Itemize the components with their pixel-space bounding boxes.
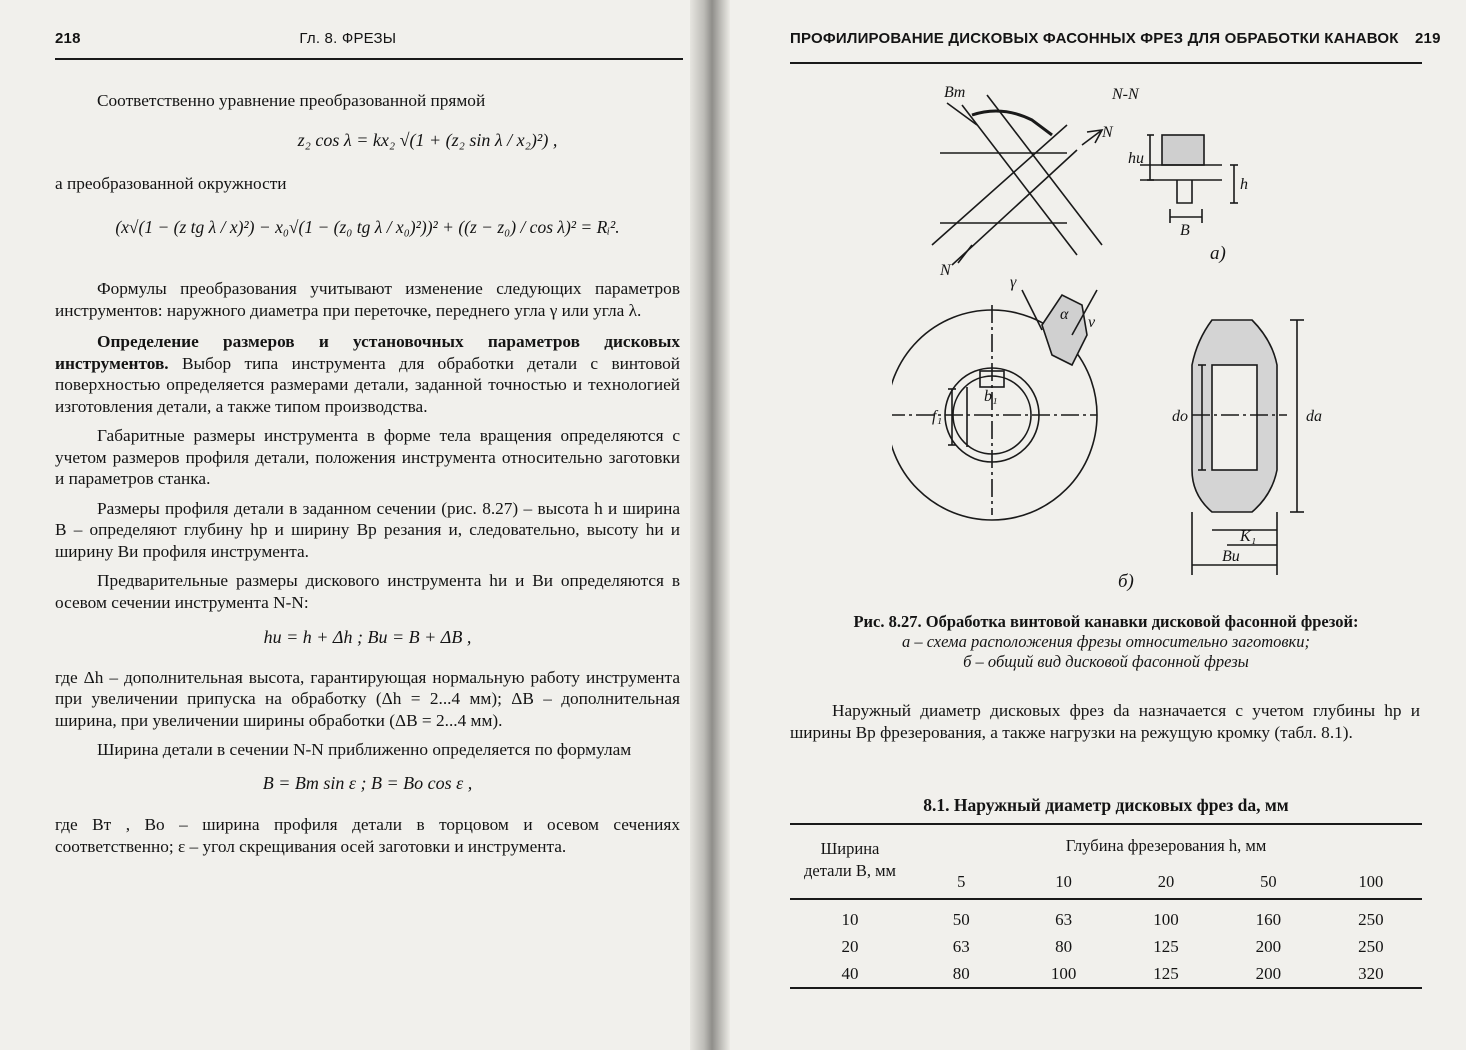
table-column-header: 5: [957, 872, 966, 891]
label-f1: f₁: [932, 408, 943, 425]
right-page-number: 219: [1415, 30, 1441, 47]
left-body: [55, 90, 680, 857]
row-header-line1: Ширина: [820, 839, 880, 858]
label-nu: ν: [1088, 314, 1096, 331]
table-cell: 100: [1050, 963, 1077, 983]
table-cell: 63: [952, 936, 970, 956]
left-paragraph-4-text: Выбор типа инструмента для обработки детали с винтовой поверхностью определяется размерами детали, заданной точностью и технологией изготовления детали, а также типом производства.: [55, 353, 680, 416]
table-cell: 160: [1255, 909, 1282, 929]
equation-line-transform: z₂ cos λ = kx₂ √(1 + (z₂ sin λ / x₂)²) ,: [297, 129, 558, 150]
label-fig-a: а): [1210, 243, 1226, 264]
caption-line-b: б – общий вид дисковой фасонной фрезы: [963, 652, 1249, 671]
label-fig-b: б): [1118, 571, 1134, 592]
label-b1: b₁: [984, 388, 998, 405]
table-column-header: 50: [1260, 872, 1277, 891]
section-heading: Определение размеров и установочных параметров дисковых инструментов.: [55, 332, 680, 373]
figure-8-27: [892, 75, 1372, 605]
right-header-rule: [790, 62, 1422, 64]
left-header-rule: [55, 58, 683, 60]
label-n-top: N: [1102, 124, 1113, 141]
right-page: [712, 0, 1466, 1050]
label-d0: dо: [1172, 408, 1188, 425]
table-cell: 63: [1055, 909, 1073, 929]
table-row: [790, 933, 1422, 960]
table-column-header: 10: [1055, 872, 1072, 891]
table-bottom-rule: [790, 987, 1422, 989]
table-cell: 125: [1153, 936, 1179, 956]
left-paragraph-9: Ширина детали в сечении N-N приближенно определяется по формулам: [97, 740, 632, 759]
table-header-rule: [790, 898, 1422, 900]
row-header-line2: детали B, мм: [804, 861, 896, 880]
left-page-number: 218: [55, 30, 81, 47]
figure-caption: [790, 612, 1422, 672]
left-paragraph-3: Формулы преобразования учитывают изменение следующих параметров инструментов: наружного диаметра при переточке, переднего угла γ или угла λ.: [55, 279, 680, 320]
left-paragraph-6: Размеры профиля детали в заданном сечении (рис. 8.27) – высота h и ширина B – определяют глубину hр и ширину Bр резания и, следовательно, высоту hи и ширину Bи профиля инструмента.: [55, 498, 680, 561]
table-cell: 250: [1358, 936, 1384, 956]
table-row-header: [790, 838, 910, 882]
left-paragraph-7: Предварительные размеры дискового инструмента hи и Bи определяются в осевом сечении инструмента N-N:: [55, 571, 680, 612]
caption-title: Рис. 8.27. Обработка винтовой канавки дисковой фасонной фрезой:: [853, 612, 1359, 631]
equation-tool-dimensions: hи = h + Δh ; Bи = B + ΔB ,: [263, 627, 472, 647]
label-bi: Bи: [1222, 548, 1240, 565]
table-column-header: 100: [1358, 872, 1384, 891]
table-cell: 50: [952, 909, 970, 929]
table-cell-width: 20: [841, 936, 859, 956]
table-cell-width: 40: [841, 963, 859, 983]
table-top-rule: [790, 823, 1422, 825]
table-title: 8.1. Наружный диаметр дисковых фрез dа, мм: [923, 795, 1289, 815]
table-body: [790, 906, 1422, 987]
right-running-head: [790, 30, 1441, 47]
label-bt: Bт: [944, 84, 966, 101]
table-row: [790, 906, 1422, 933]
left-paragraph-5: Габаритные размеры инструмента в форме тела вращения определяются с учетом размеров профиля детали, положения инструмента относительно заготовки и параметров станка.: [55, 426, 680, 488]
left-paragraph-4: [55, 331, 680, 417]
label-n-bottom: N: [940, 262, 951, 279]
table-cell: 250: [1358, 909, 1384, 929]
table-cell: 320: [1358, 963, 1384, 983]
table-cell: 80: [952, 963, 970, 983]
left-paragraph-2: а преобразованной окружности: [55, 174, 287, 193]
table-cell: 100: [1153, 909, 1179, 929]
label-section-nn: N-N: [1112, 86, 1139, 103]
left-paragraph-1: Соответственно уравнение преобразованной прямой: [97, 91, 486, 110]
right-body: [790, 700, 1420, 743]
label-h: h: [1240, 176, 1248, 193]
label-b: B: [1180, 222, 1190, 239]
table-cell: 125: [1153, 963, 1179, 983]
left-paragraph-8: где Δh – дополнительная высота, гарантирующая нормальную работу инструмента при увеличении припуска на обработку (Δh = 2...4 мм); ΔB – дополнительная ширина, при увеличении ширины обработки (ΔB = 2...4 мм).: [55, 667, 680, 730]
label-hi: hи: [1128, 150, 1144, 167]
left-chapter-title: Гл. 8. ФРЕЗЫ: [299, 30, 397, 47]
left-paragraph-10: где Bт , Bо – ширина профиля детали в торцовом и осевом сечениях соответственно; ε – угол скрещивания осей заготовки и инструмента.: [55, 815, 680, 856]
left-page: [0, 0, 700, 1050]
equation-part-width: B = Bт sin ε ; B = Bо cos ε ,: [262, 772, 473, 793]
table-cell: 200: [1255, 936, 1282, 956]
table-cell-width: 10: [841, 909, 859, 929]
figure-a-schema: [932, 95, 1102, 265]
caption-line-a: а – схема расположения фрезы относительно заготовки;: [901, 632, 1311, 651]
figure-b-disk-view: [892, 290, 1097, 520]
label-da: dа: [1306, 408, 1322, 425]
book-gutter: [690, 0, 730, 1050]
right-section-title: ПРОФИЛИРОВАНИЕ ДИСКОВЫХ ФАСОННЫХ ФРЕЗ ДЛЯ ОБРАБОТКИ КАНАВОК: [790, 30, 1399, 47]
equation-circle-transform: (x√(1 − (z tg λ / x)²) − x₀√(1 − (z₀ tg λ / x₀)²))² + ((z − z₀) / cos λ)² = Rᵢ².: [115, 216, 620, 237]
table-column-headers: [910, 872, 1422, 892]
table-group-header: Глубина фрезерования h, мм: [1065, 836, 1267, 855]
table-column-header: 20: [1157, 872, 1175, 891]
label-alpha: α: [1060, 306, 1069, 323]
left-running-head: [55, 30, 396, 47]
figure-a-section: [1140, 135, 1238, 223]
table-cell: 200: [1255, 963, 1282, 983]
label-k1: K₁: [1240, 528, 1257, 545]
table-cell: 80: [1055, 936, 1073, 956]
right-paragraph-1: Наружный диаметр дисковых фрез dа назначается с учетом глубины hр и ширины Bр фрезерования, а также нагрузки на режущую кромку (табл. 8.1).: [790, 701, 1420, 742]
label-gamma: γ: [1010, 274, 1017, 291]
table-row: [790, 960, 1422, 987]
